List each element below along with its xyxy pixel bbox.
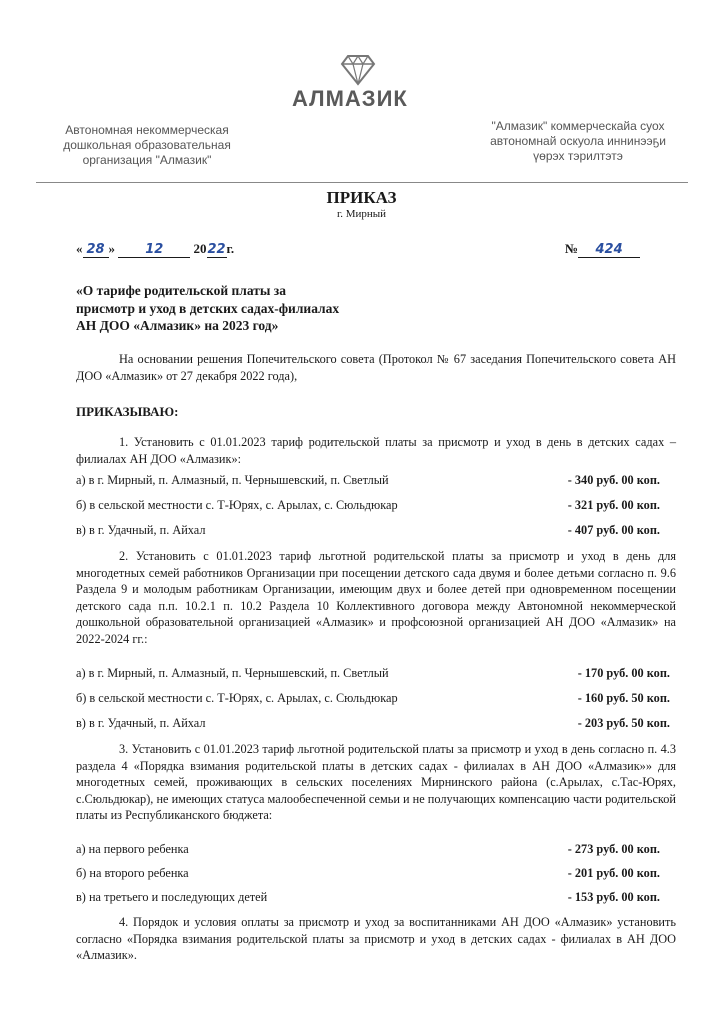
logo-text: АЛМАЗИК: [292, 86, 408, 111]
order-word: ПРИКАЗЫВАЮ:: [76, 404, 179, 419]
basis-paragraph: На основании решения Попечительского совета (Протокол № 67 заседания Попечительского совета АН ДОО «Алмазик» от 27 декабря 2022 года),: [76, 352, 676, 383]
order-subject: «О тарифе родительской платы за присмотр и уход в детских садах-филиалах АН ДОО «Алмазик» на 2023 год»: [76, 283, 340, 333]
item-2-text: 2. Установить с 01.01.2023 тариф льготной родительской платы за присмотр и уход в день для многодетных семей работников Организации при посещении детского сада двумя и более детьми согласно п. 9.6 Раздела 9 и молодым работникам Организации, имеющим двух и более детей при одновременном посещении детского сада п.п. 10.2.1 п. 10.2 Раздела 10 Коллективного договора между Автономной некоммерческой дошкольной образовательной организацией «Алмазик» и профсоюзной организацией АН ДОО «Алмазик» на 2022-2024 гг.:: [76, 549, 676, 646]
order-number: № 424: [565, 241, 640, 258]
org-name-ru: Автономная некоммерческая дошкольная образовательная организация "Алмазик": [63, 123, 231, 167]
item-1-text: 1. Установить с 01.01.2023 тариф родительской платы за присмотр и уход в день в детских садах – филиалах АН ДОО «Алмазик»:: [76, 435, 676, 466]
item-4-text: 4. Порядок и условия оплаты за присмотр и уход за воспитанниками АН ДОО «Алмазик» установить согласно «Порядка взимания родительской платы за присмотр и уход в детских садах - филиалах в АН ДОО «Алмазик».: [76, 915, 676, 962]
date-month: 12: [118, 242, 190, 258]
page-title: ПРИКАЗ: [326, 188, 397, 207]
date-day: 28: [83, 242, 109, 258]
org-name-sakha: "Алмазик" коммерческайа суох автономнай оскуола иннинээҕи үөрэх тэрилтэтэ: [490, 119, 666, 163]
order-date: « 28 » 12 2022г.: [76, 241, 235, 257]
diamond-logo-icon: [340, 52, 376, 86]
city-line: г. Мирный: [336, 208, 387, 220]
order-number-value: 424: [578, 242, 640, 258]
item-3-text: 3. Установить с 01.01.2023 тариф льготной родительской платы за присмотр и уход в день согласно п. 4.3 раздела 4 «Порядка взимания родительской платы в детских садах - филиалах в АН ДОО «Алмазик»» для многодетных семей, проживающих в сельских поселениях Мирнинского района (с.Арылах, с.Тас-Юрях, с.Сюльдюкар), не имеющих статуса малообеспеченной семьи и не получающих компенсацию части родительской платы из Республиканского бюджета:: [76, 742, 676, 822]
date-year: 22: [207, 242, 226, 257]
header-divider: [36, 182, 688, 183]
